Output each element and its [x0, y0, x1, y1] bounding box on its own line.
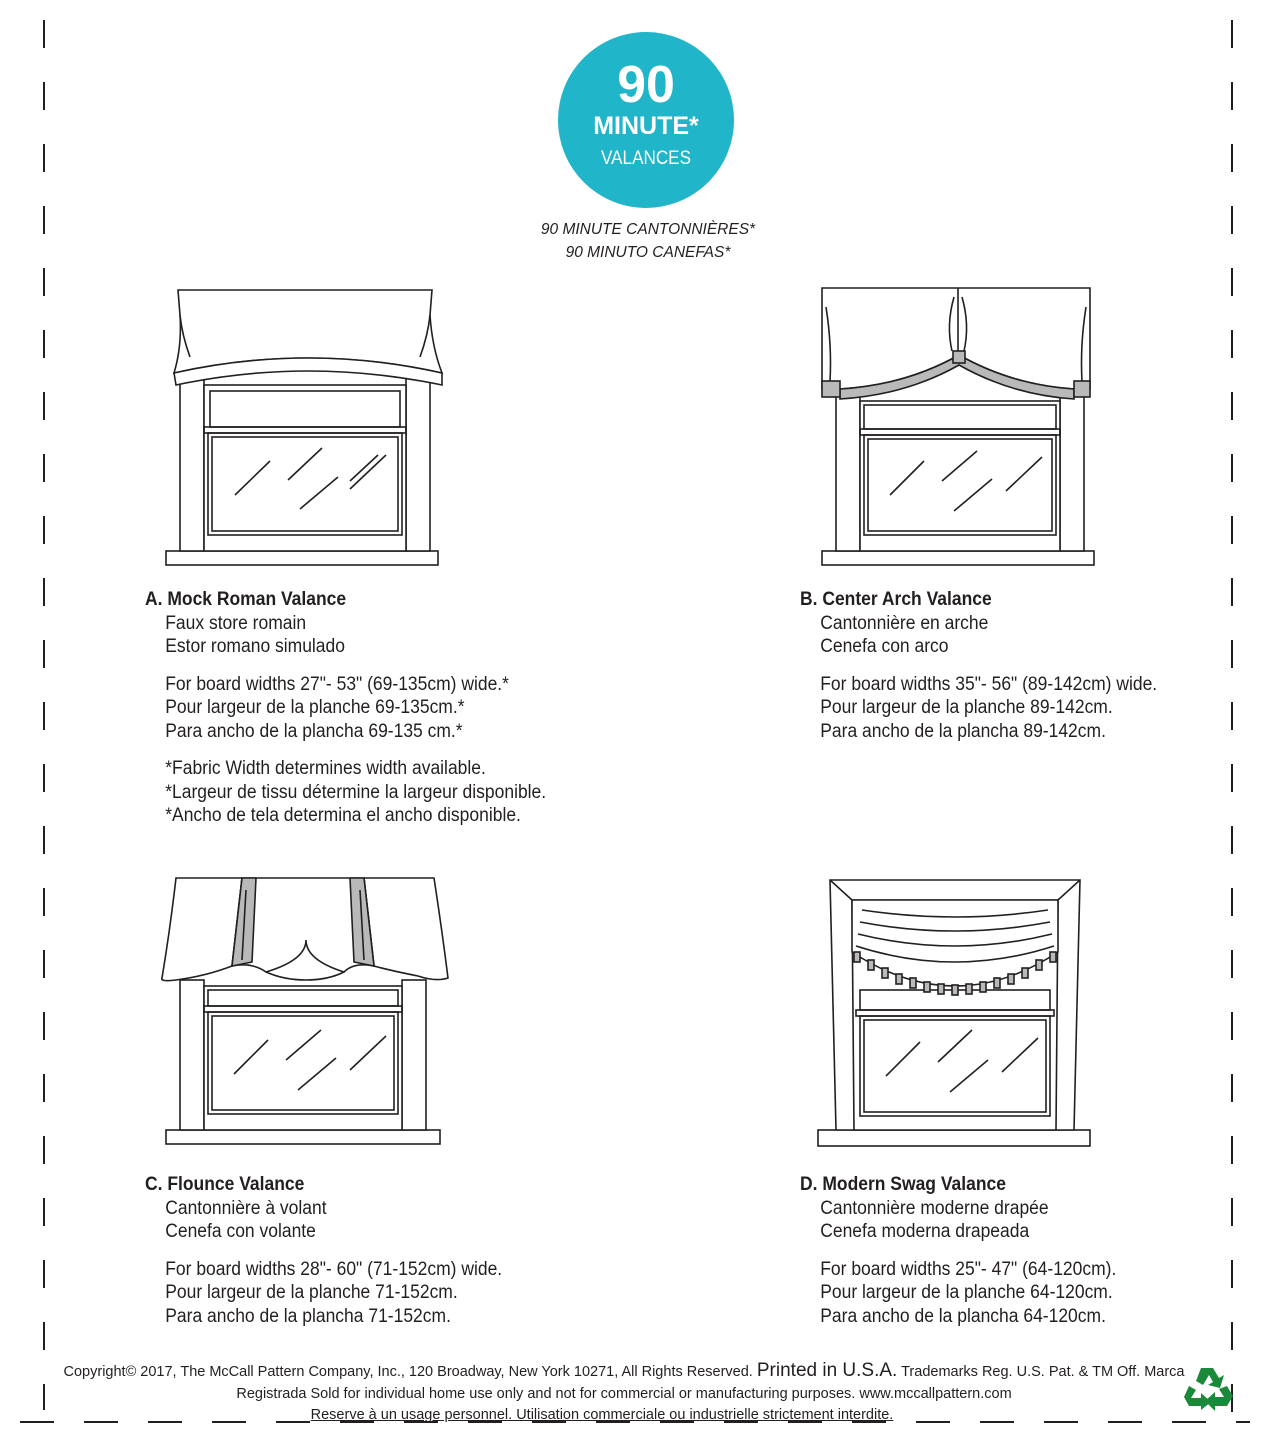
cut-line-left	[38, 20, 50, 1410]
badge-valances: VALANCES	[601, 148, 691, 169]
view-b-title: B. Center Arch Valance	[800, 589, 992, 610]
view-b-name-fr: Cantonnière en arche	[820, 612, 989, 634]
illustration-flounce	[156, 870, 456, 1160]
view-d-width-en: For board widths 25"- 47" (64-120cm).	[820, 1258, 1117, 1280]
view-d-width-fr: Pour largeur de la planche 64-120cm.	[820, 1282, 1113, 1303]
view-a-width-fr: Pour largeur de la planche 69-135cm.*	[165, 697, 465, 718]
badge-minute: MINUTE*	[593, 112, 699, 140]
view-b-description	[800, 588, 1157, 743]
recycle-icon	[1183, 1366, 1235, 1412]
view-b-width-en: For board widths 35"- 56" (89-142cm) wide.	[820, 673, 1158, 695]
view-b-width-fr: Pour largeur de la planche 89-142cm.	[820, 697, 1113, 718]
subtitle-french: 90 MINUTE CANTONNIÈRES*	[540, 221, 756, 238]
badge-number: 90	[617, 56, 675, 114]
illustration-modern-swag	[812, 870, 1102, 1160]
view-d-width-es: Para ancho de la plancha 64-120cm.	[820, 1305, 1106, 1327]
view-c-width-es: Para ancho de la plancha 71-152cm.	[165, 1305, 451, 1327]
view-a-description	[145, 588, 546, 828]
view-c-name-fr: Cantonnière à volant	[165, 1197, 327, 1219]
ninety-minute-badge	[558, 32, 734, 208]
view-a-note-en: *Fabric Width determines width available.	[165, 758, 486, 779]
view-a-width-es: Para ancho de la plancha 69-135 cm.*	[165, 720, 463, 742]
illustration-mock-roman	[160, 285, 450, 575]
view-a-title: A. Mock Roman Valance	[145, 589, 347, 610]
footer-trademarks: Trademarks Reg. U.S. Pat. & TM Off. Marca	[901, 1364, 1185, 1380]
view-d-title: D. Modern Swag Valance	[800, 1174, 1006, 1195]
footer-registrada: Registrada Sold for individual home use only and not for commercial or manufacturing purposes. www.mccallpattern.com	[236, 1386, 1012, 1402]
view-a-name-es: Estor romano simulado	[165, 636, 345, 657]
footer-copyright	[0, 1362, 1262, 1381]
cut-line-right	[1226, 20, 1238, 1420]
view-a-name-fr: Faux store romain	[165, 612, 307, 634]
view-d-description	[800, 1173, 1116, 1328]
view-d-name-fr: Cantonnière moderne drapée	[820, 1197, 1049, 1219]
view-b-width-es: Para ancho de la plancha 89-142cm.	[820, 720, 1106, 742]
footer-reserve: Reserve à un usage personnel. Utilisation commerciale ou industrielle strictement interdite.	[310, 1407, 894, 1423]
view-c-width-en: For board widths 28"- 60" (71-152cm) wide.	[165, 1258, 503, 1280]
illustration-center-arch	[812, 285, 1102, 575]
view-c-title: C. Flounce Valance	[145, 1174, 305, 1195]
view-a-width-en: For board widths 27"- 53" (69-135cm) wide.*	[165, 673, 509, 695]
footer-copyright-text: Copyright© 2017, The McCall Pattern Company, Inc., 120 Broadway, New York 10271, All Rights Reserved.	[63, 1364, 753, 1380]
view-b-name-es: Cenefa con arco	[820, 636, 949, 657]
view-a-note-es: *Ancho de tela determina el ancho disponible.	[165, 805, 521, 826]
subtitle-spanish: 90 MINUTO CANEFAS*	[565, 244, 731, 261]
view-d-name-es: Cenefa moderna drapeada	[820, 1221, 1030, 1242]
view-a-note-fr: *Largeur de tissu détermine la largeur disponible.	[165, 781, 547, 803]
view-c-width-fr: Pour largeur de la planche 71-152cm.	[165, 1282, 458, 1303]
footer-printed: Printed in U.S.A.	[756, 1360, 898, 1381]
view-c-name-es: Cenefa con volante	[165, 1221, 316, 1242]
footer-reserve-wrap	[0, 1406, 1240, 1424]
view-c-description	[145, 1173, 502, 1328]
